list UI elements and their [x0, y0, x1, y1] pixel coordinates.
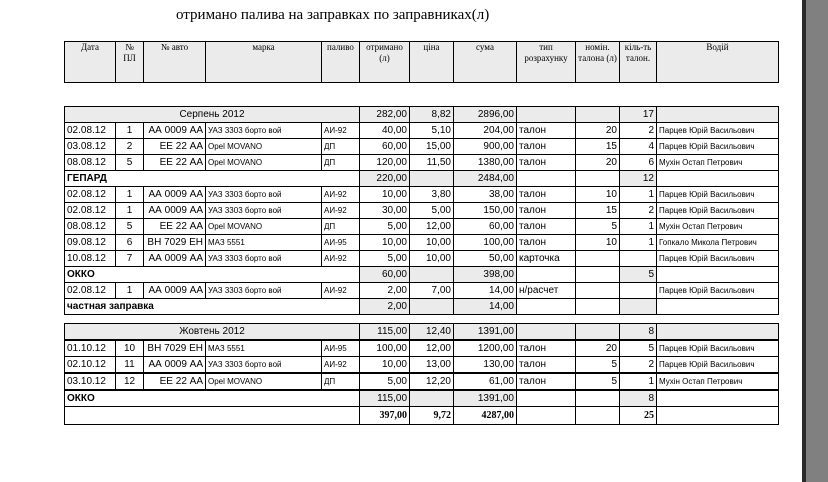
cell-driver: Парцев Юрій Васильович — [657, 123, 779, 139]
cell-sum: 100,00 — [454, 235, 517, 251]
cell-received: 40,00 — [360, 123, 410, 139]
cell-pl: 6 — [116, 235, 144, 251]
cell-date: 02.10.12 — [65, 357, 116, 374]
cell-count: 2 — [620, 203, 657, 219]
cell-model: УАЗ 3303 борто вой — [206, 357, 322, 374]
cell-sum: 50,00 — [454, 251, 517, 267]
cell-fuel: ДП — [322, 139, 360, 155]
cell-pl: 1 — [116, 187, 144, 203]
total-sum: 4287,00 — [454, 407, 517, 425]
cell-pay-type: талон — [517, 155, 576, 171]
month-label: Серпень 2012 — [65, 107, 360, 123]
cell-date: 08.08.12 — [65, 155, 116, 171]
cell-sum: 61,00 — [454, 373, 517, 390]
cell-fuel: ДП — [322, 155, 360, 171]
cell-model: Opel MOVANO — [206, 155, 322, 171]
cell-pay-type: талон — [517, 123, 576, 139]
month-sum: 2896,00 — [454, 107, 517, 123]
cell-pay-type: талон — [517, 340, 576, 357]
month-price: 8,82 — [410, 107, 454, 123]
cell-received: 10,00 — [360, 357, 410, 374]
cell-pl: 5 — [116, 155, 144, 171]
cell-auto: ЕЕ 22 АА — [144, 139, 206, 155]
col-header-count: кіль-ть талон. — [620, 42, 657, 83]
cell-price: 12,20 — [410, 373, 454, 390]
cell-fuel: АИ-92 — [322, 251, 360, 267]
cell-received: 5,00 — [360, 251, 410, 267]
cell-pay-type: талон — [517, 139, 576, 155]
cell-date: 10.08.12 — [65, 251, 116, 267]
cell-price: 7,00 — [410, 283, 454, 299]
cell-fuel: АИ-92 — [322, 283, 360, 299]
cell-pl: 10 — [116, 340, 144, 357]
cell-auto: АА 0009 АА — [144, 187, 206, 203]
col-header-received: отримано (л) — [360, 42, 410, 83]
subtotal-sum: 2484,00 — [454, 171, 517, 187]
col-header-auto: № авто — [144, 42, 206, 83]
cell-driver: Мухін Остап Петрович — [657, 373, 779, 390]
cell-nominal: 5 — [576, 219, 620, 235]
month-count: 17 — [620, 107, 657, 123]
cell-pay-type: талон — [517, 219, 576, 235]
cell-sum: 14,00 — [454, 283, 517, 299]
subtotal-sum: 14,00 — [454, 299, 517, 315]
col-header-pay-type: тип розрахунку — [517, 42, 576, 83]
cell-price: 5,10 — [410, 123, 454, 139]
month-count: 8 — [620, 324, 657, 341]
subtotal-row — [65, 299, 779, 315]
cell-pay-type: талон — [517, 373, 576, 390]
cell-driver: Парцев Юрій Васильович — [657, 187, 779, 203]
cell-pl: 1 — [116, 123, 144, 139]
cell-nominal: 15 — [576, 203, 620, 219]
col-header-fuel: паливо — [322, 42, 360, 83]
cell-pl: 1 — [116, 283, 144, 299]
cell-sum: 1380,00 — [454, 155, 517, 171]
cell-received: 120,00 — [360, 155, 410, 171]
cell-price: 12,00 — [410, 340, 454, 357]
col-header-sum: сума — [454, 42, 517, 83]
cell-fuel: ДП — [322, 219, 360, 235]
cell-auto: ВН 7029 ЕН — [144, 340, 206, 357]
subtotal-row — [65, 390, 779, 407]
cell-received: 2,00 — [360, 283, 410, 299]
cell-date: 03.10.12 — [65, 373, 116, 390]
cell-date: 03.08.12 — [65, 139, 116, 155]
subtotal-row — [65, 267, 779, 283]
cell-auto: АА 0009 АА — [144, 357, 206, 374]
cell-driver: Парцев Юрій Васильович — [657, 340, 779, 357]
cell-date: 02.08.12 — [65, 203, 116, 219]
cell-fuel: АИ-95 — [322, 340, 360, 357]
month-received: 115,00 — [360, 324, 410, 341]
cell-auto: ЕЕ 22 АА — [144, 219, 206, 235]
subtotal-label: ГЕПАРД — [65, 171, 360, 187]
cell-model: УАЗ 3303 борто вой — [206, 123, 322, 139]
cell-received: 10,00 — [360, 187, 410, 203]
cell-count: 2 — [620, 123, 657, 139]
cell-auto: АА 0009 АА — [144, 283, 206, 299]
cell-driver: Парцев Юрій Васильович — [657, 203, 779, 219]
cell-sum: 60,00 — [454, 219, 517, 235]
cell-auto: АА 0009 АА — [144, 123, 206, 139]
subtotal-count: 8 — [620, 390, 657, 407]
cell-auto: ЕЕ 22 АА — [144, 155, 206, 171]
subtotal-label: ОККО — [65, 390, 360, 407]
august-table — [64, 106, 779, 315]
subtotal-row — [65, 171, 779, 187]
cell-date: 09.08.12 — [65, 235, 116, 251]
cell-nominal: 20 — [576, 123, 620, 139]
cell-received: 5,00 — [360, 373, 410, 390]
cell-driver: Парцев Юрій Васильович — [657, 357, 779, 374]
cell-nominal: 15 — [576, 139, 620, 155]
cell-date: 02.08.12 — [65, 187, 116, 203]
cell-model: МАЗ 5551 — [206, 340, 322, 357]
cell-sum: 130,00 — [454, 357, 517, 374]
col-header-nominal: номін. талона (л) — [576, 42, 620, 83]
cell-sum: 150,00 — [454, 203, 517, 219]
cell-date: 02.08.12 — [65, 123, 116, 139]
cell-pl: 1 — [116, 203, 144, 219]
subtotal-sum: 398,00 — [454, 267, 517, 283]
cell-auto: АА 0009 АА — [144, 251, 206, 267]
subtotal-received: 115,00 — [360, 390, 410, 407]
table-row — [65, 235, 779, 251]
cell-driver: Парцев Юрій Васильович — [657, 139, 779, 155]
cell-nominal: 10 — [576, 235, 620, 251]
cell-sum: 204,00 — [454, 123, 517, 139]
cell-count: 1 — [620, 187, 657, 203]
cell-pay-type: н/расчет — [517, 283, 576, 299]
month-label: Жовтень 2012 — [65, 324, 360, 341]
cell-pl: 7 — [116, 251, 144, 267]
header-table — [64, 41, 779, 83]
col-header-model: марка — [206, 42, 322, 83]
cell-pl: 12 — [116, 373, 144, 390]
cell-received: 10,00 — [360, 235, 410, 251]
cell-count: 1 — [620, 235, 657, 251]
cell-sum: 38,00 — [454, 187, 517, 203]
cell-nominal: 5 — [576, 357, 620, 374]
cell-price: 11,50 — [410, 155, 454, 171]
cell-pay-type: талон — [517, 187, 576, 203]
cell-driver: Мухін Остап Петрович — [657, 219, 779, 235]
col-header-price: ціна — [410, 42, 454, 83]
cell-fuel: АИ-92 — [322, 357, 360, 374]
cell-pl: 2 — [116, 139, 144, 155]
table-row — [65, 203, 779, 219]
table-row — [65, 219, 779, 235]
cell-nominal: 5 — [576, 373, 620, 390]
cell-received: 100,00 — [360, 340, 410, 357]
subtotal-received: 2,00 — [360, 299, 410, 315]
cell-count: 4 — [620, 139, 657, 155]
cell-received: 60,00 — [360, 139, 410, 155]
cell-sum: 900,00 — [454, 139, 517, 155]
cell-auto: ЕЕ 22 АА — [144, 373, 206, 390]
cell-sum: 1200,00 — [454, 340, 517, 357]
cell-model: МАЗ 5551 — [206, 235, 322, 251]
cell-pay-type: талон — [517, 203, 576, 219]
cell-model: Opel MOVANO — [206, 139, 322, 155]
cell-fuel: АИ-92 — [322, 123, 360, 139]
total-count: 25 — [620, 407, 657, 425]
cell-driver: Гопкало Микола Петрович — [657, 235, 779, 251]
cell-fuel: АИ-92 — [322, 187, 360, 203]
month-received: 282,00 — [360, 107, 410, 123]
col-header-date: Дата — [65, 42, 116, 83]
cell-driver: Парцев Юрій Васильович — [657, 251, 779, 267]
cell-price: 10,00 — [410, 235, 454, 251]
cell-count: 1 — [620, 373, 657, 390]
cell-nominal: 10 — [576, 187, 620, 203]
cell-received: 5,00 — [360, 219, 410, 235]
table-row — [65, 283, 779, 299]
subtotal-count: 12 — [620, 171, 657, 187]
month-row — [65, 107, 779, 123]
cell-pl: 5 — [116, 219, 144, 235]
grand-total-row — [65, 407, 779, 425]
table-row — [65, 187, 779, 203]
table-row — [65, 155, 779, 171]
table-row — [65, 139, 779, 155]
cell-nominal — [576, 251, 620, 267]
cell-count: 6 — [620, 155, 657, 171]
cell-price: 10,00 — [410, 251, 454, 267]
cell-price: 15,00 — [410, 139, 454, 155]
cell-driver: Мухін Остап Петрович — [657, 155, 779, 171]
month-sum: 1391,00 — [454, 324, 517, 341]
cell-model: УАЗ 3303 борто вой — [206, 251, 322, 267]
cell-fuel: ДП — [322, 373, 360, 390]
cell-model: УАЗ 3303 борто вой — [206, 283, 322, 299]
cell-auto: ВН 7029 ЕН — [144, 235, 206, 251]
col-header-pl: № ПЛ — [116, 42, 144, 83]
month-price: 12,40 — [410, 324, 454, 341]
cell-fuel: АИ-92 — [322, 203, 360, 219]
cell-date: 08.08.12 — [65, 219, 116, 235]
cell-count: 1 — [620, 219, 657, 235]
table-row — [65, 357, 779, 374]
subtotal-received: 220,00 — [360, 171, 410, 187]
table-row — [65, 340, 779, 357]
subtotal-received: 60,00 — [360, 267, 410, 283]
october-table — [64, 323, 779, 425]
cell-auto: АА 0009 АА — [144, 203, 206, 219]
month-row — [65, 324, 779, 341]
cell-pay-type: карточка — [517, 251, 576, 267]
cell-model: Opel MOVANO — [206, 219, 322, 235]
cell-fuel: АИ-95 — [322, 235, 360, 251]
subtotal-count: 5 — [620, 267, 657, 283]
page-edge-shadow — [802, 0, 806, 482]
report-title: отримано палива на заправках по заправниках(л) — [176, 7, 490, 23]
cell-model: УАЗ 3303 борто вой — [206, 187, 322, 203]
cell-driver: Парцев Юрій Васильович — [657, 283, 779, 299]
cell-pl: 11 — [116, 357, 144, 374]
cell-price: 13,00 — [410, 357, 454, 374]
table-row — [65, 251, 779, 267]
cell-nominal: 20 — [576, 340, 620, 357]
cell-count: 5 — [620, 340, 657, 357]
cell-nominal: 20 — [576, 155, 620, 171]
subtotal-sum: 1391,00 — [454, 390, 517, 407]
table-row — [65, 373, 779, 390]
cell-received: 30,00 — [360, 203, 410, 219]
total-price: 9,72 — [410, 407, 454, 425]
cell-model: УАЗ 3303 борто вой — [206, 203, 322, 219]
col-header-driver: Водій — [657, 42, 779, 83]
cell-price: 12,00 — [410, 219, 454, 235]
cell-model: Opel MOVANO — [206, 373, 322, 390]
cell-count: 2 — [620, 357, 657, 374]
cell-pay-type: талон — [517, 235, 576, 251]
header-row — [65, 42, 779, 83]
table-row — [65, 123, 779, 139]
cell-date: 01.10.12 — [65, 340, 116, 357]
cell-date: 02.08.12 — [65, 283, 116, 299]
cell-pay-type: талон — [517, 357, 576, 374]
total-received: 397,00 — [360, 407, 410, 425]
cell-nominal — [576, 283, 620, 299]
subtotal-count — [620, 299, 657, 315]
cell-price: 5,00 — [410, 203, 454, 219]
subtotal-label: ОККО — [65, 267, 360, 283]
cell-price: 3,80 — [410, 187, 454, 203]
subtotal-label: частная заправка — [65, 299, 360, 315]
cell-count — [620, 283, 657, 299]
cell-count — [620, 251, 657, 267]
